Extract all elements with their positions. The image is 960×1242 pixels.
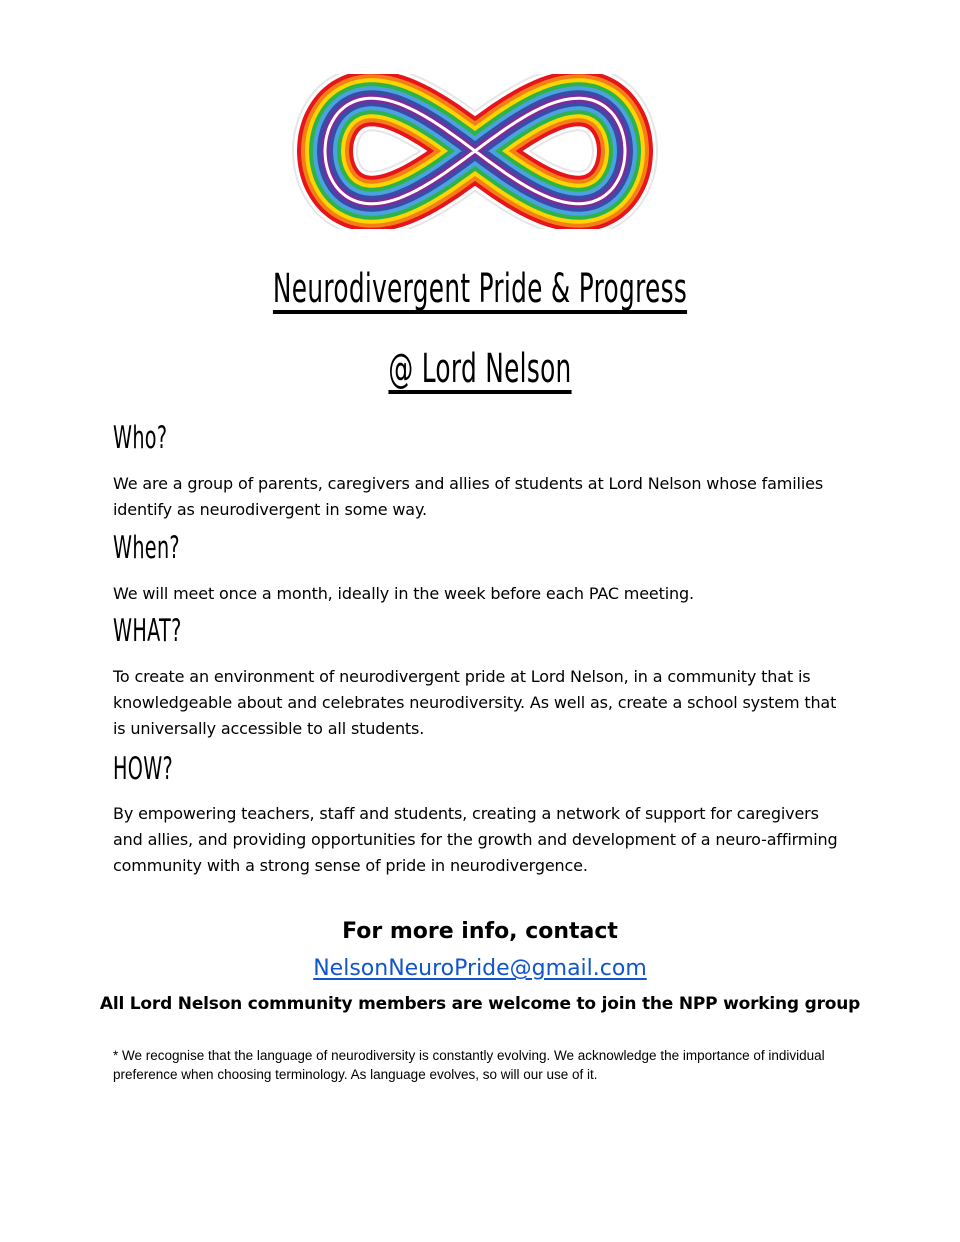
footnote: * We recognise that the language of neurodiversity is constantly evolving. We acknowledge the importance of individual preference when choosing terminology. As language evolves, so will our use of it. bbox=[113, 1048, 825, 1082]
join-invitation: All Lord Nelson community members are welcome to join the NPP working group bbox=[99, 994, 861, 1014]
how-heading: HOW? bbox=[113, 751, 174, 787]
title-line-1: Neurodivergent Pride & Progress bbox=[272, 266, 688, 312]
infinity-icon bbox=[285, 74, 665, 229]
when-text: We will meet once a month, ideally in the week before each PAC meeting. bbox=[113, 584, 694, 603]
who-heading: Who? bbox=[113, 420, 168, 456]
page-subtitle bbox=[182, 346, 777, 392]
who-text: We are a group of parents, caregivers and allies of students at Lord Nelson whose families identify as neurodivergent in some way. bbox=[113, 474, 824, 519]
when-heading: When? bbox=[113, 530, 180, 566]
how-text: By empowering teachers, staff and students, creating a network of support for caregivers and allies, and providing opportunities for the growth and development of a neuro-affirming community with a strong sense of pride in neurodivergence. bbox=[113, 804, 838, 875]
contact-heading: For more info, contact bbox=[342, 919, 618, 944]
what-text: To create an environment of neurodivergent pride at Lord Nelson, in a community that is knowledgeable about and celebrates neurodiversity. As well as, create a school system that is universally accessible to all students. bbox=[113, 667, 837, 738]
what-heading: WHAT? bbox=[113, 613, 182, 649]
page-title bbox=[182, 266, 777, 312]
contact-email-link[interactable]: NelsonNeuroPride@gmail.com bbox=[313, 956, 647, 981]
rainbow-infinity-logo bbox=[285, 74, 665, 229]
title-line-2: @ Lord Nelson bbox=[388, 346, 572, 392]
